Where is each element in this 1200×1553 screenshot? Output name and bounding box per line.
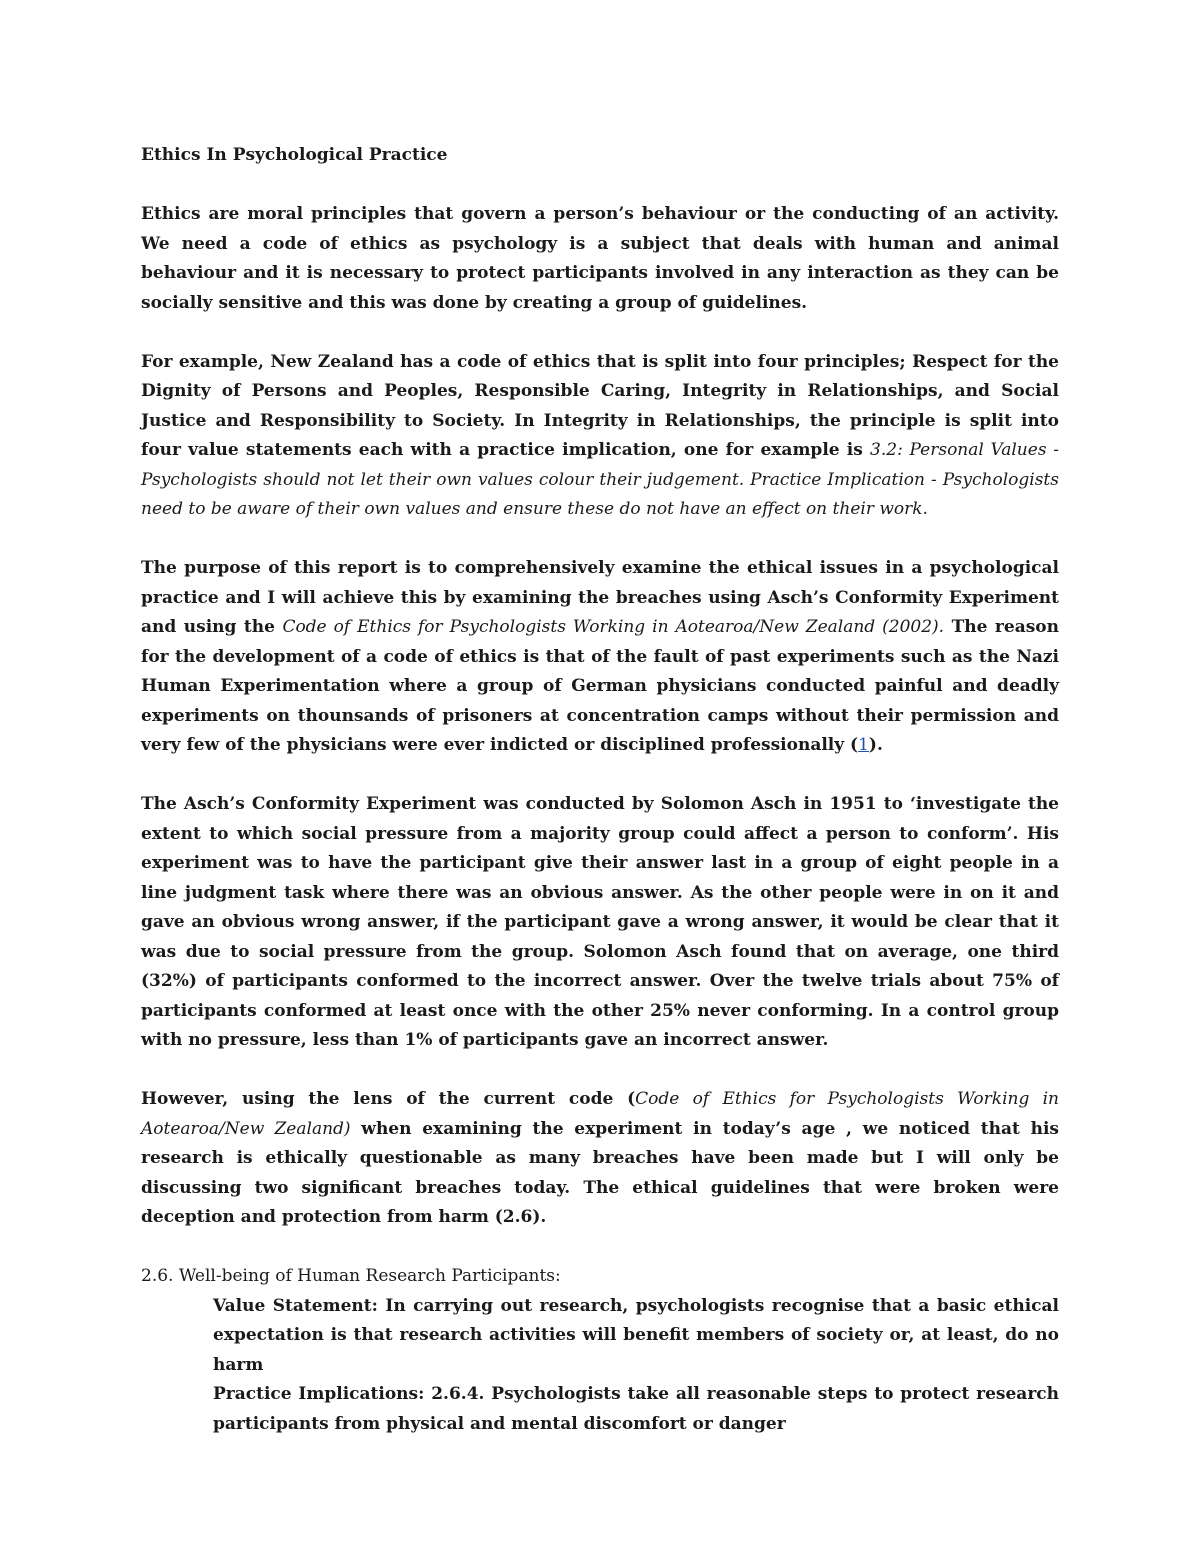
paragraph-text: The purpose of this report is to comprehensively examine the ethical issues in a psychological practice and I will achieve this by examining the breaches using Asch’s Conformity Experiment and using the: [141, 558, 1059, 637]
paragraph-text: However, using the lens of the current code (: [141, 1089, 636, 1109]
practice-implications-text: 2.6.4. Psychologists take all reasonable steps to protect research participants from physical and mental discomfort or danger: [213, 1384, 1059, 1434]
italic-code-title: Code of Ethics for Psychologists Working in Aotearoa/New Zealand): [141, 1089, 1059, 1139]
value-statement-label: Value Statement:: [213, 1295, 378, 1316]
italic-quote-personal-values: 3.2: Personal Values - Psychologists should not let their own values colour their judgement. Practice Implication - Psychologists need to be aware of their own values and ensure these do not have an effect on their work.: [141, 440, 1059, 519]
paragraph-text: ).: [868, 735, 883, 755]
paragraph-text: when examining the experiment in today’s age , we noticed that his research is ethically questionable as many breaches have been made but I will only be discussing two significant breaches today. The ethical guidelines that were broken were deception and protection from harm (2.6).: [141, 1118, 1059, 1227]
italic-code-title: Code of Ethics for Psychologists Working in Aotearoa/New Zealand (2002).: [282, 617, 945, 637]
value-statement-text: In carrying out research, psychologists recognise that a basic ethical expectation is that research activities will benefit members of society or, at least, do no harm: [213, 1295, 1059, 1375]
practice-implications-label: Practice Implications:: [213, 1384, 425, 1404]
paragraph-text: The reason for the development of a code of ethics is that of the fault of past experiments such as the Nazi Human Experimentation where a group of German physicians conducted painful and deadly experiments on thounsands of prisoners at concentration camps without their permission and very few of the physicians were ever indicted or disciplined professionally (: [141, 617, 1059, 755]
guideline-block: [213, 1292, 1059, 1440]
section-heading-wellbeing: 2.6. Well-being of Human Research Participants:: [141, 1266, 561, 1286]
citation-link[interactable]: 1: [858, 735, 869, 755]
paragraph-nz-code-example: [141, 348, 1059, 525]
document-title: Ethics In Psychological Practice: [141, 145, 448, 165]
paragraph-breaches: [141, 1085, 1059, 1233]
paragraph-text: For example, New Zealand has a code of ethics that is split into four principles; Respect for the Dignity of Persons and Peoples, Responsible Caring, Integrity in Relationships, and Social Justice and Responsibility to Society. In Integrity in Relationships, the principle is split into four value statements each with a practice implication, one for example is: [141, 351, 1059, 460]
paragraph-definition: Ethics are moral principles that govern a person’s behaviour or the conducting of an activity. We need a code of ethics as psychology is a subject that deals with human and animal behaviour and it is necessary to protect participants involved in any interaction as they can be socially sensitive and this was done by creating a group of guidelines.: [141, 204, 1059, 313]
paragraph-purpose: [141, 554, 1059, 761]
document-page: [141, 141, 1059, 1439]
paragraph-asch-experiment: The Asch’s Conformity Experiment was conducted by Solomon Asch in 1951 to ‘investigate the extent to which social pressure from a majority group could affect a person to conform’. His experiment was to have the participant give their answer last in a group of eight people in a line judgment task where there was an obvious answer. As the other people were in on it and gave an obvious wrong answer, if the participant gave a wrong answer, it would be clear that it was due to social pressure from the group. Solomon Asch found that on average, one third (32%) of participants conformed to the incorrect answer. Over the twelve trials about 75% of participants conformed at least once with the other 25% never conforming. In a control group with no pressure, less than 1% of participants gave an incorrect answer.: [141, 794, 1059, 1050]
practice-implications: [213, 1380, 1059, 1439]
value-statement: [213, 1292, 1059, 1381]
